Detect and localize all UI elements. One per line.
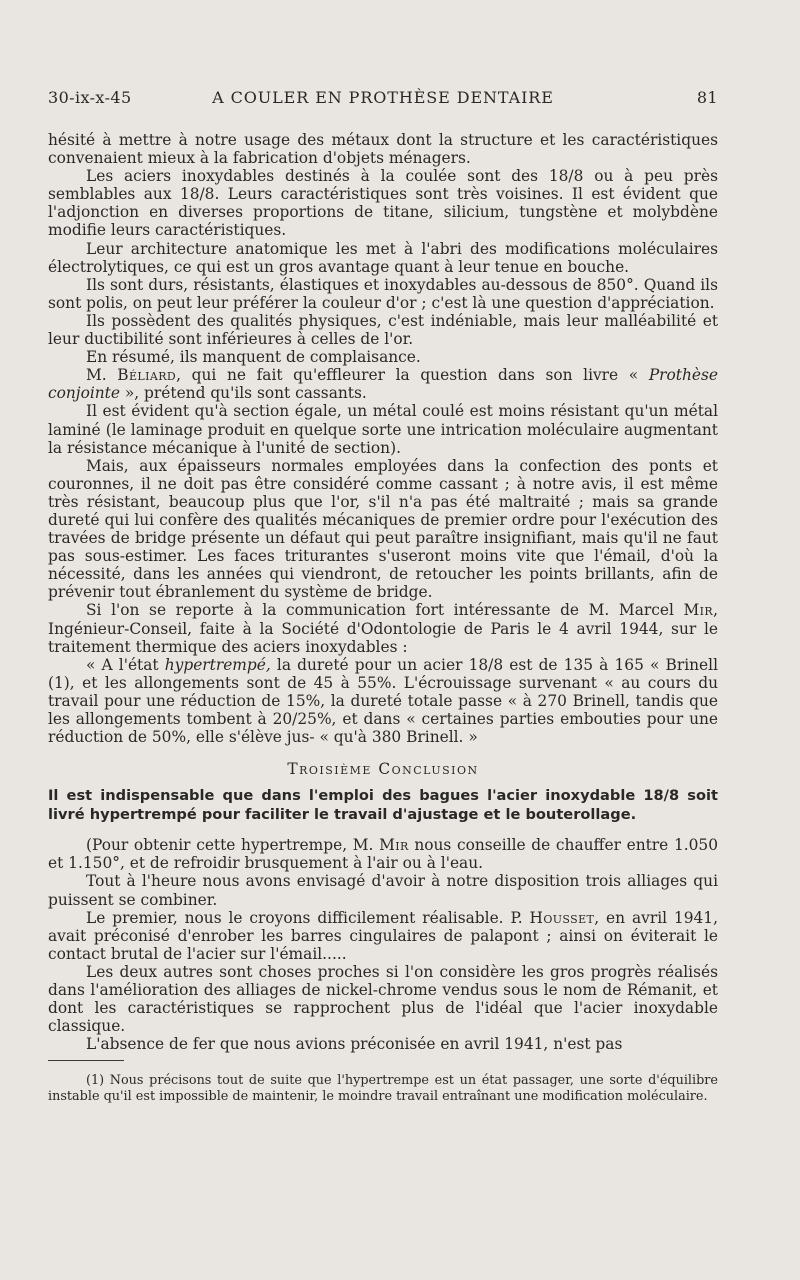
paragraph: Les deux autres sont choses proches si l'on considère les gros progrès réalisés dans l'amélioration des alliages de nickel-chrome vendus sous le nom de Rémanit, et dont les caractéristiques se rapprochent plus de l'idéal que l'acier inoxydable classique. xyxy=(48,962,718,1036)
paragraph: En résumé, ils manquent de complaisance. xyxy=(86,348,421,367)
footnote-divider xyxy=(48,1060,124,1061)
paragraph-mir: Si l'on se reporte à la communication fort intéressante de M. Marcel Mir, Ingénieur-Conseil, faite à la Société d'Odontologie de Paris le 4 avril 1944, sur le traitement thermique des aciers inoxydables : xyxy=(48,601,718,656)
emphasis: hypertrempé, xyxy=(164,655,271,674)
author-name: Béliard xyxy=(117,366,177,385)
paragraph: Il est évident qu'à section égale, un métal coulé est moins résistant qu'un métal laminé (le laminage produit en quelque sorte une intrication moléculaire augmentant la résistance mécanique à l'unité de section). xyxy=(48,402,718,457)
footnote: (1) Nous précisons tout de suite que l'hypertrempe est un état passager, une sorte d'équilibre instable qu'il est impossible de maintenir, le moindre travail entraînant une modification moléculaire. xyxy=(48,1073,718,1105)
paragraph-beliard: M. Béliard, qui ne fait qu'effleurer la question dans son livre « Prothèse conjointe », prétend qu'ils sont cassants. xyxy=(48,366,719,403)
paragraph: hésité à mettre à notre usage des métaux dont la structure et les caractéristiques convenaient mieux à la fabrication d'objets ménagers. xyxy=(48,131,718,168)
book-title: Prothèse conjointe xyxy=(48,366,719,403)
header-title: A COULER EN PROTHÈSE DENTAIRE xyxy=(212,88,554,107)
author-name: Mir xyxy=(379,836,409,855)
header-issue-ref: 30-ix-x-45 xyxy=(48,88,132,107)
conclusion-statement: Il est indispensable que dans l'emploi des bagues l'acier inoxydable 18/8 soit livré hypertrempé pour faciliter le travail d'ajustage et le bouterollage. xyxy=(48,787,718,823)
section-heading: Troisième Conclusion xyxy=(287,760,479,779)
page-number: 81 xyxy=(696,88,718,107)
body-text xyxy=(48,131,718,1105)
paragraph: Les aciers inoxydables destinés à la coulée sont des 18/8 ou à peu près semblables aux 18/8. Leurs caractéristiques sont très voisines. Il est évident que l'adjonction en diverses proportions de titane, silicium, tungstène et molybdène modifie leurs caractéristiques. xyxy=(48,167,718,240)
paragraph: Leur architecture anatomique les met à l'abri des modifications moléculaires électrolytiques, ce qui est un gros avantage quant à leur tenue en bouche. xyxy=(48,239,718,276)
paragraph: Ils possèdent des qualités physiques, c'est indéniable, mais leur malléabilité et leur ductibilité sont inférieures à celles de l'or. xyxy=(48,311,718,349)
quotation: « A l'état hypertrempé, la dureté pour un acier 18/8 est de 135 à 165 « Brinell (1), et les allongements sont de 45 à 55%. L'écrouissage survenant « au cours du travail pour une réduction de 15%, la dureté totale passe « à 270 Brinell, tandis que les allongements tombent à 20/25%, et dans « certaines parties embouties pour une réduction de 50%, elle s'élève jus- « qu'à 380 Brinell. » xyxy=(48,655,718,747)
paragraph: Ils sont durs, résistants, élastiques et inoxydables au-dessous de 850°. Quand ils sont polis, on peut leur préférer la couleur d'or ; c'est là une question d'appréciation. xyxy=(48,275,718,312)
paragraph-housset: Le premier, nous le croyons difficilement réalisable. P. Housset, en avril 1941, avait préconisé d'enrober les barres cingulaires de palapont ; ainsi on éviterait le contact brutal de l'acier sur l'émail..... xyxy=(48,908,718,963)
author-name: Housset xyxy=(529,908,595,927)
paragraph-hypertrempe: (Pour obtenir cette hypertrempe, M. Mir nous conseille de chauffer entre 1.050 et 1.150°, et de refroidir brusquement à l'air ou à l'eau. xyxy=(48,836,718,873)
paragraph: L'absence de fer que nous avions préconisée en avril 1941, n'est pas xyxy=(86,1035,623,1054)
paragraph: Tout à l'heure nous avons envisagé d'avoir à notre disposition trois alliages qui puissent se combiner. xyxy=(48,872,718,909)
author-name: Mir xyxy=(683,601,714,620)
paragraph: Mais, aux épaisseurs normales employées dans la confection des ponts et couronnes, il ne doit pas être considéré comme cassant ; à notre avis, il est même très résistant, beaucoup plus que l'or, s'il n'a pas été maltraité ; mais sa grande dureté qui lui confère des qualités mécaniques de premier ordre pour l'exécution des travées de bridge présente un défaut qui peut paraître insignifiant, mais qu'il ne faut pas sous-estimer. Les faces triturantes s'useront moins vite que l'émail, d'où la nécessité, dans les années qui viendront, de retoucher les points brillants, afin de prévenir tout ébranlement du système de bridge. xyxy=(48,456,718,602)
